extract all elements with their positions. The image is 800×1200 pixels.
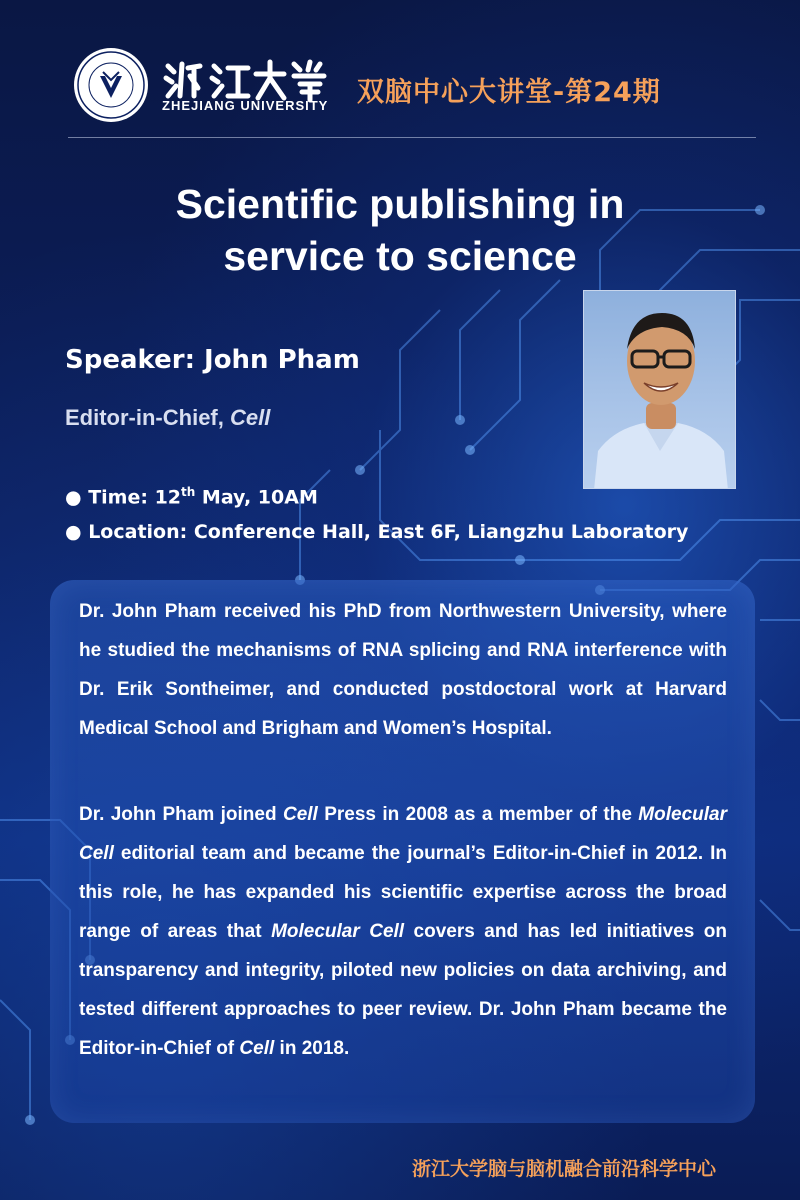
bio-text: Press in 2008 as a member of the: [317, 804, 639, 825]
event-time-ordinal: th: [181, 485, 196, 499]
talk-title-line-1: Scientific publishing in: [175, 181, 625, 227]
university-english-name: ZHEJIANG UNIVERSITY: [162, 98, 329, 113]
zhejiang-university-seal-icon: [72, 46, 150, 124]
portrait-illustration: [584, 291, 736, 489]
bio-text: Dr. John Pham joined: [79, 804, 283, 825]
speaker-name: Speaker: John Pham: [65, 345, 360, 375]
bio-journal-name: Molecular Cell: [271, 921, 405, 942]
bio-text: editorial team and became the journal’s Editor-in-Chief in 2012. In this role, he has expanded his scientific expertise across the broad range of areas that: [79, 843, 727, 942]
talk-title-line-2: service to science: [223, 233, 577, 279]
organizer-name: 浙江大学脑与脑机融合前沿科学中心: [412, 1158, 717, 1180]
bio-text: covers and has led initiatives on transparency and integrity, piloted new policies on data archiving, and tested different approaches to peer review. Dr. John Pham became the Editor-in-Chief of: [79, 921, 728, 1059]
event-time-prefix: ● Time: 12: [65, 486, 182, 509]
affiliation-journal: Cell: [229, 405, 271, 430]
affiliation-role: Editor-in-Chief,: [65, 405, 230, 430]
biography-paragraph-1: Dr. John Pham received his PhD from Northwestern University, where he studied the mechanisms of RNA splicing and RNA interference with Dr. Erik Sontheimer, and conducted postdoctoral work at Harvard Medical School and Brigham and Women’s Hospital.: [79, 601, 727, 739]
talk-title: [0, 178, 800, 282]
header-divider: [68, 137, 756, 138]
poster-header: [0, 0, 800, 140]
event-time: [65, 485, 318, 508]
event-time-suffix: May, 10AM: [195, 486, 318, 509]
biography-paragraph-2: [79, 795, 727, 1068]
bio-journal-name: Cell: [239, 1038, 275, 1059]
bio-text: in 2018.: [274, 1038, 350, 1059]
speaker-portrait: [583, 290, 736, 489]
lecture-series-title: 双脑中心大讲堂-第24期: [357, 77, 661, 108]
bio-journal-name: Molecular Cell: [79, 804, 727, 864]
event-location: ● Location: Conference Hall, East 6F, Liangzhu Laboratory: [65, 521, 689, 543]
speaker-affiliation: [65, 405, 270, 431]
bio-journal-name: Cell: [282, 804, 318, 825]
